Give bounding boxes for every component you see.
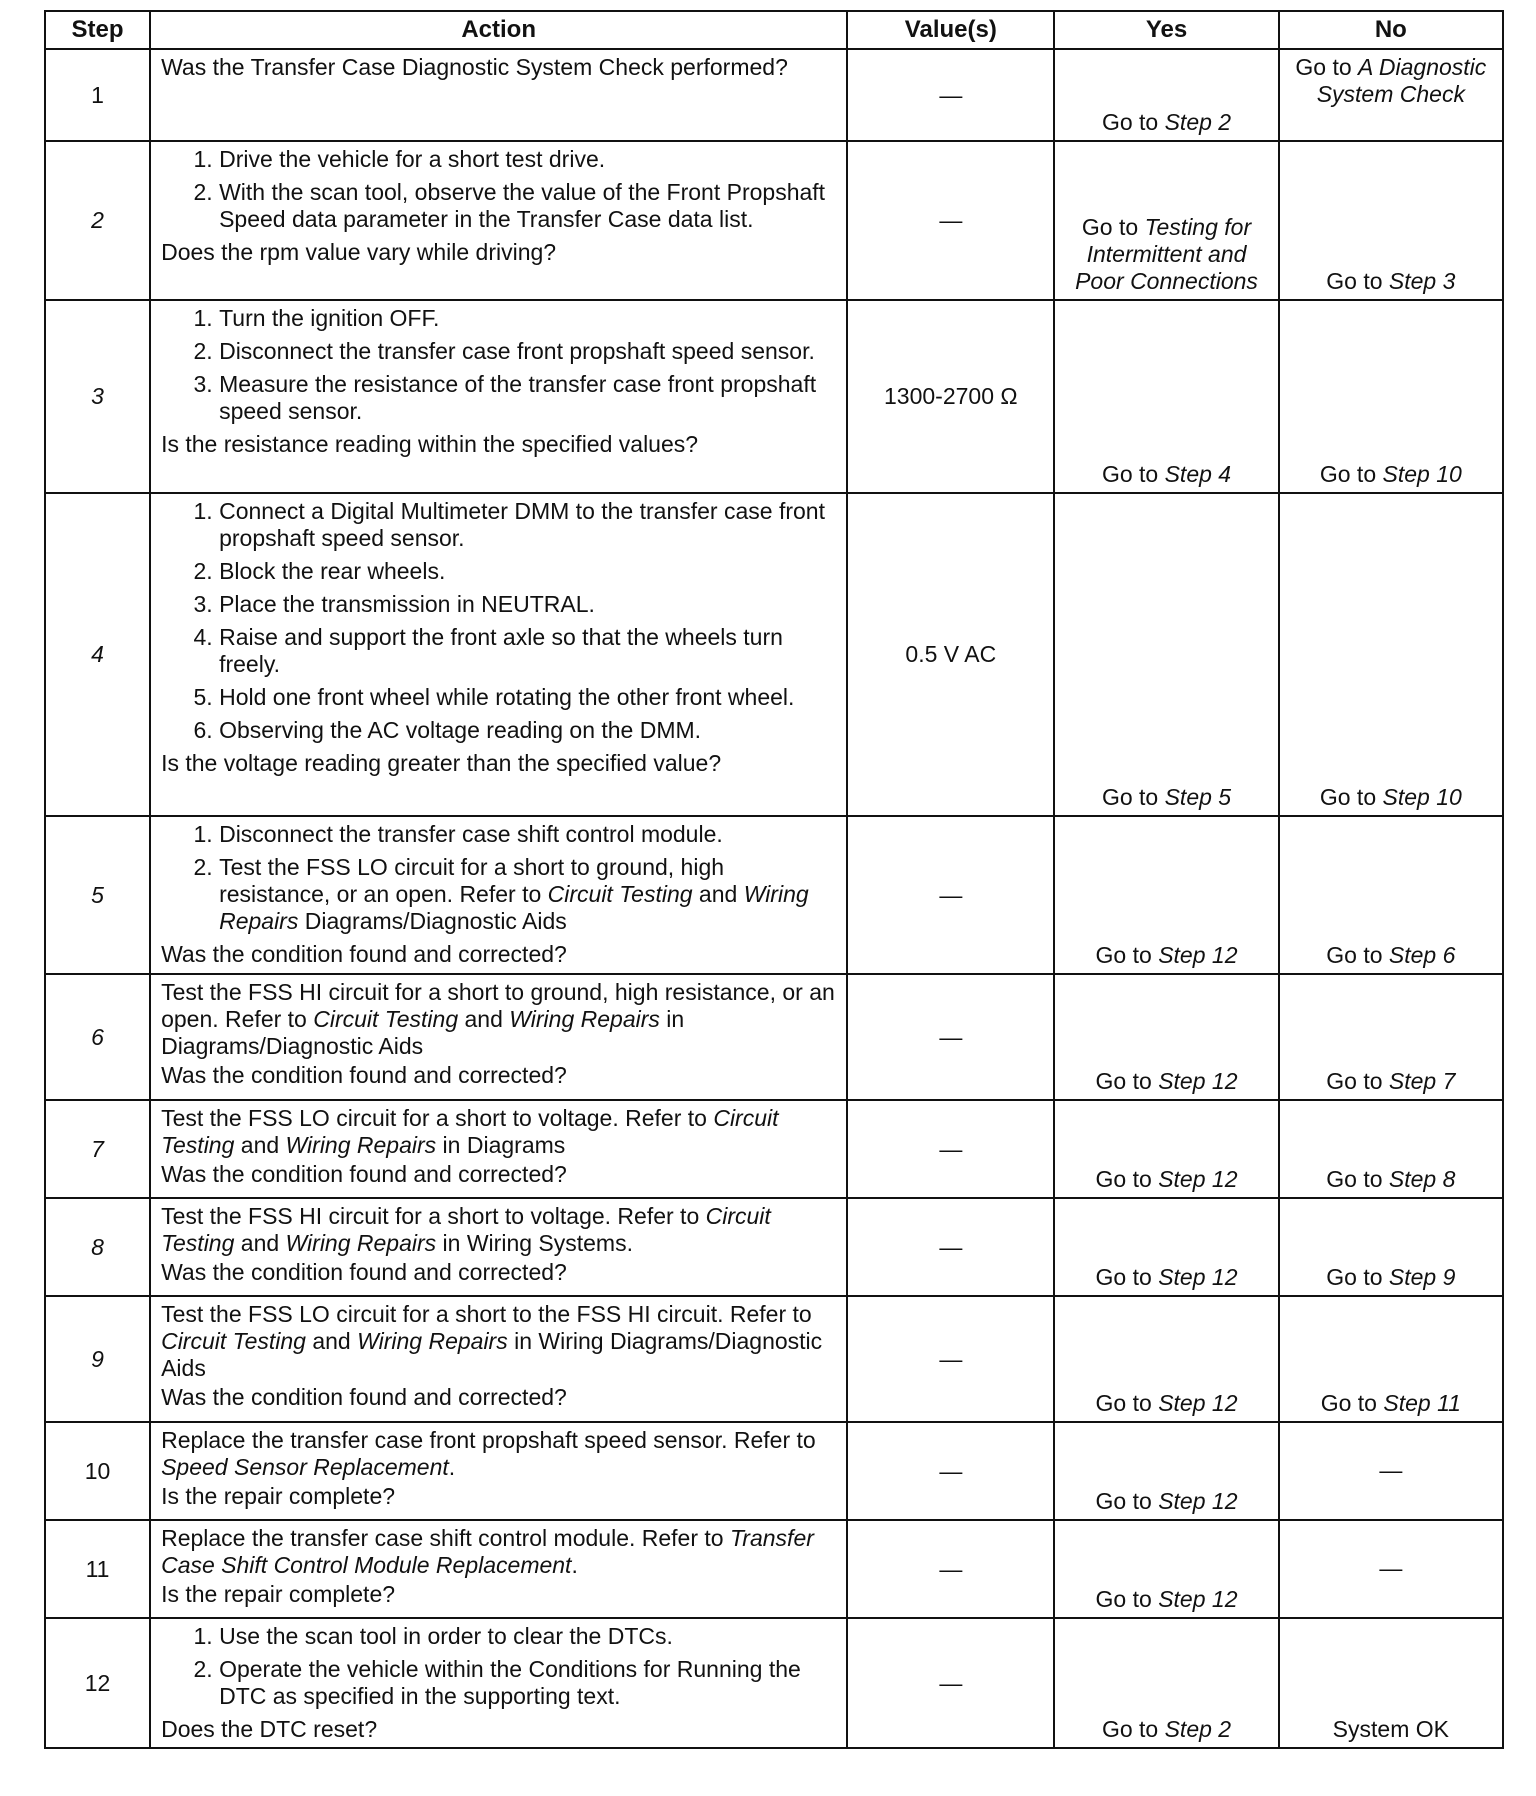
action-question: Was the condition found and corrected? (161, 1259, 567, 1285)
action-cell (150, 1520, 847, 1618)
header-step: Step (45, 11, 150, 49)
no-cell (1279, 141, 1503, 300)
value-cell: 1300-2700 Ω (847, 300, 1054, 493)
no-cell (1279, 300, 1503, 493)
action-step-item: 2. Disconnect the transfer case front propshaft speed sensor. (219, 338, 836, 365)
no-prefix: Go to (1326, 942, 1389, 968)
step-number: 12 (45, 1618, 150, 1748)
value-cell: — (847, 1520, 1054, 1618)
yes-link: Step 12 (1158, 1488, 1238, 1514)
table-row (45, 493, 1503, 816)
no-link: System OK (1332, 1716, 1449, 1742)
action-intro: Replace the transfer case front propshaft speed sensor. Refer to Speed Sensor Replacement. (161, 1427, 816, 1480)
yes-link: Step 4 (1164, 461, 1232, 487)
header-action: Action (150, 11, 847, 49)
yes-link: Step 2 (1164, 1716, 1232, 1742)
action-question: Does the DTC reset? (161, 1716, 378, 1742)
action-step-item: 2. Block the rear wheels. (219, 558, 836, 585)
action-intro: Replace the transfer case shift control module. Refer to Transfer Case Shift Control Module Replacement. (161, 1525, 814, 1578)
no-cell (1279, 1296, 1503, 1422)
yes-cell (1054, 1422, 1278, 1520)
step-number: 9 (45, 1296, 150, 1422)
action-intro: Test the FSS LO circuit for a short to the FSS HI circuit. Refer to Circuit Testing and Wiring Repairs in Wiring Diagrams/Diagnostic Aids (161, 1301, 823, 1381)
action-question: Does the rpm value vary while driving? (161, 239, 557, 265)
step-number: 3 (45, 300, 150, 493)
yes-cell (1054, 49, 1278, 141)
yes-link: Step 12 (1158, 1068, 1238, 1094)
action-step-item: 5. Hold one front wheel while rotating the other front wheel. (219, 684, 836, 711)
no-prefix: Go to (1319, 784, 1383, 810)
action-step-item: 1. Connect a Digital Multimeter DMM to the transfer case front propshaft speed sensor. (219, 498, 836, 552)
step-number: 2 (45, 141, 150, 300)
yes-cell (1054, 493, 1278, 816)
no-cell (1279, 816, 1503, 974)
value-cell: — (847, 1296, 1054, 1422)
yes-link: Step 12 (1158, 1586, 1238, 1612)
action-cell (150, 1100, 847, 1198)
no-cell (1279, 974, 1503, 1100)
action-cell (150, 1296, 847, 1422)
no-prefix: Go to (1295, 54, 1359, 80)
no-prefix: Go to (1326, 1166, 1389, 1192)
action-question: Was the condition found and corrected? (161, 1062, 567, 1088)
yes-cell (1054, 816, 1278, 974)
table-row (45, 1296, 1503, 1422)
yes-cell (1054, 141, 1278, 300)
step-number: 1 (45, 49, 150, 141)
yes-link: Step 12 (1158, 942, 1238, 968)
yes-cell (1054, 1100, 1278, 1198)
action-step-item: 3. Place the transmission in NEUTRAL. (219, 591, 836, 618)
no-link: — (1379, 1456, 1403, 1483)
action-cell (150, 816, 847, 974)
action-question: Is the repair complete? (161, 1581, 396, 1607)
value-cell: — (847, 1100, 1054, 1198)
header-no: No (1279, 11, 1503, 49)
value-cell: — (847, 49, 1054, 141)
yes-prefix: Go to (1081, 214, 1145, 240)
yes-prefix: Go to (1101, 461, 1165, 487)
table-row (45, 1100, 1503, 1198)
no-cell (1279, 1198, 1503, 1296)
yes-link: Step 2 (1164, 109, 1232, 135)
no-link: A Diagnostic System Check (1316, 54, 1487, 107)
action-step-item: 6. Observing the AC voltage reading on the DMM. (219, 717, 836, 744)
step-number: 5 (45, 816, 150, 974)
yes-link: Step 5 (1164, 784, 1232, 810)
no-link: Step 6 (1388, 942, 1456, 968)
yes-prefix: Go to (1095, 1390, 1159, 1416)
yes-cell (1054, 300, 1278, 493)
action-intro: Test the FSS HI circuit for a short to ground, high resistance, or an open. Refer to Circuit Testing and Wiring Repairs in Diagrams/Diagnostic Aids (161, 979, 835, 1059)
header-values: Value(s) (847, 11, 1054, 49)
action-question: Is the resistance reading within the specified values? (161, 431, 699, 457)
step-number: 7 (45, 1100, 150, 1198)
step-number: 6 (45, 974, 150, 1100)
value-cell: — (847, 1422, 1054, 1520)
no-prefix: Go to (1319, 461, 1383, 487)
action-intro: Test the FSS LO circuit for a short to voltage. Refer to Circuit Testing and Wiring Repairs in Diagrams (161, 1105, 779, 1158)
yes-link: Step 12 (1158, 1264, 1238, 1290)
yes-cell (1054, 1198, 1278, 1296)
value-cell: — (847, 141, 1054, 300)
yes-prefix: Go to (1101, 1716, 1165, 1742)
action-step-item: 3. Measure the resistance of the transfer case front propshaft speed sensor. (219, 371, 836, 425)
value-cell: 0.5 V AC (847, 493, 1054, 816)
yes-prefix: Go to (1095, 1488, 1159, 1514)
action-steps-list (161, 498, 836, 744)
no-link: Step 11 (1383, 1390, 1461, 1416)
value-cell: — (847, 1618, 1054, 1748)
value-cell: — (847, 974, 1054, 1100)
table-row (45, 974, 1503, 1100)
table-row (45, 1520, 1503, 1618)
action-cell (150, 1198, 847, 1296)
action-steps-list (161, 305, 836, 425)
yes-prefix: Go to (1095, 1068, 1159, 1094)
no-cell (1279, 49, 1503, 141)
action-step-item: 2. Test the FSS LO circuit for a short to ground, high resistance, or an open. Refer to Circuit Testing and Wiring Repairs Diagrams/Diagnostic Aids (219, 854, 836, 935)
action-question: Is the voltage reading greater than the specified value? (161, 750, 722, 776)
table-row (45, 49, 1503, 141)
yes-prefix: Go to (1095, 1264, 1159, 1290)
action-cell (150, 141, 847, 300)
step-number: 11 (45, 1520, 150, 1618)
action-cell (150, 1422, 847, 1520)
no-prefix: Go to (1326, 1068, 1389, 1094)
value-cell: — (847, 816, 1054, 974)
action-question: Was the condition found and corrected? (161, 1161, 567, 1187)
action-question: Was the condition found and corrected? (161, 941, 567, 967)
no-link: Step 9 (1388, 1264, 1456, 1290)
action-steps-list (161, 146, 836, 233)
no-link: Step 10 (1382, 461, 1462, 487)
table-row (45, 1422, 1503, 1520)
no-prefix: Go to (1326, 268, 1389, 294)
header-row (45, 11, 1503, 49)
action-step-item: 4. Raise and support the front axle so that the wheels turn freely. (219, 624, 836, 678)
action-steps-list (161, 1623, 836, 1710)
yes-prefix: Go to (1095, 1586, 1159, 1612)
step-number: 10 (45, 1422, 150, 1520)
no-cell (1279, 1520, 1503, 1618)
table-row (45, 300, 1503, 493)
action-cell (150, 300, 847, 493)
action-step-item: 1. Disconnect the transfer case shift control module. (219, 821, 836, 848)
action-step-item: 2. Operate the vehicle within the Conditions for Running the DTC as specified in the supporting text. (219, 1656, 836, 1710)
no-prefix: Go to (1326, 1264, 1389, 1290)
table-body (45, 49, 1503, 1748)
yes-prefix: Go to (1095, 1166, 1159, 1192)
no-link: Step 3 (1388, 268, 1456, 294)
action-cell (150, 974, 847, 1100)
yes-link: Step 12 (1158, 1390, 1238, 1416)
action-intro: Test the FSS HI circuit for a short to voltage. Refer to Circuit Testing and Wiring Repairs in Wiring Systems. (161, 1203, 771, 1256)
step-number: 4 (45, 493, 150, 816)
no-cell (1279, 1618, 1503, 1748)
yes-cell (1054, 974, 1278, 1100)
no-prefix: Go to (1320, 1390, 1384, 1416)
action-step-item: 1. Drive the vehicle for a short test drive. (219, 146, 836, 173)
yes-prefix: Go to (1101, 109, 1165, 135)
yes-prefix: Go to (1101, 784, 1165, 810)
yes-cell (1054, 1296, 1278, 1422)
no-cell (1279, 1422, 1503, 1520)
yes-cell (1054, 1520, 1278, 1618)
action-step-item: 1. Use the scan tool in order to clear the DTCs. (219, 1623, 836, 1650)
no-link: Step 8 (1388, 1166, 1456, 1192)
table-row (45, 816, 1503, 974)
no-cell (1279, 493, 1503, 816)
step-number: 8 (45, 1198, 150, 1296)
value-cell: — (847, 1198, 1054, 1296)
table-row (45, 1618, 1503, 1748)
action-question: Is the repair complete? (161, 1483, 396, 1509)
table-row (45, 141, 1503, 300)
no-link: — (1379, 1554, 1403, 1581)
action-cell (150, 49, 847, 141)
action-cell (150, 1618, 847, 1748)
yes-prefix: Go to (1095, 942, 1159, 968)
no-link: Step 7 (1388, 1068, 1456, 1094)
yes-link: Testing for Intermittent and Poor Connections (1075, 214, 1258, 294)
action-intro: Was the Transfer Case Diagnostic System Check performed? (161, 54, 788, 80)
action-cell (150, 493, 847, 816)
header-yes: Yes (1054, 11, 1278, 49)
no-link: Step 10 (1382, 784, 1462, 810)
table-row (45, 1198, 1503, 1296)
yes-cell (1054, 1618, 1278, 1748)
no-cell (1279, 1100, 1503, 1198)
yes-link: Step 12 (1158, 1166, 1238, 1192)
diagnostic-table (44, 10, 1504, 1749)
action-step-item: 2. With the scan tool, observe the value of the Front Propshaft Speed data parameter in the Transfer Case data list. (219, 179, 836, 233)
action-steps-list (161, 821, 836, 935)
action-question: Was the condition found and corrected? (161, 1384, 567, 1410)
action-step-item: 1. Turn the ignition OFF. (219, 305, 836, 332)
